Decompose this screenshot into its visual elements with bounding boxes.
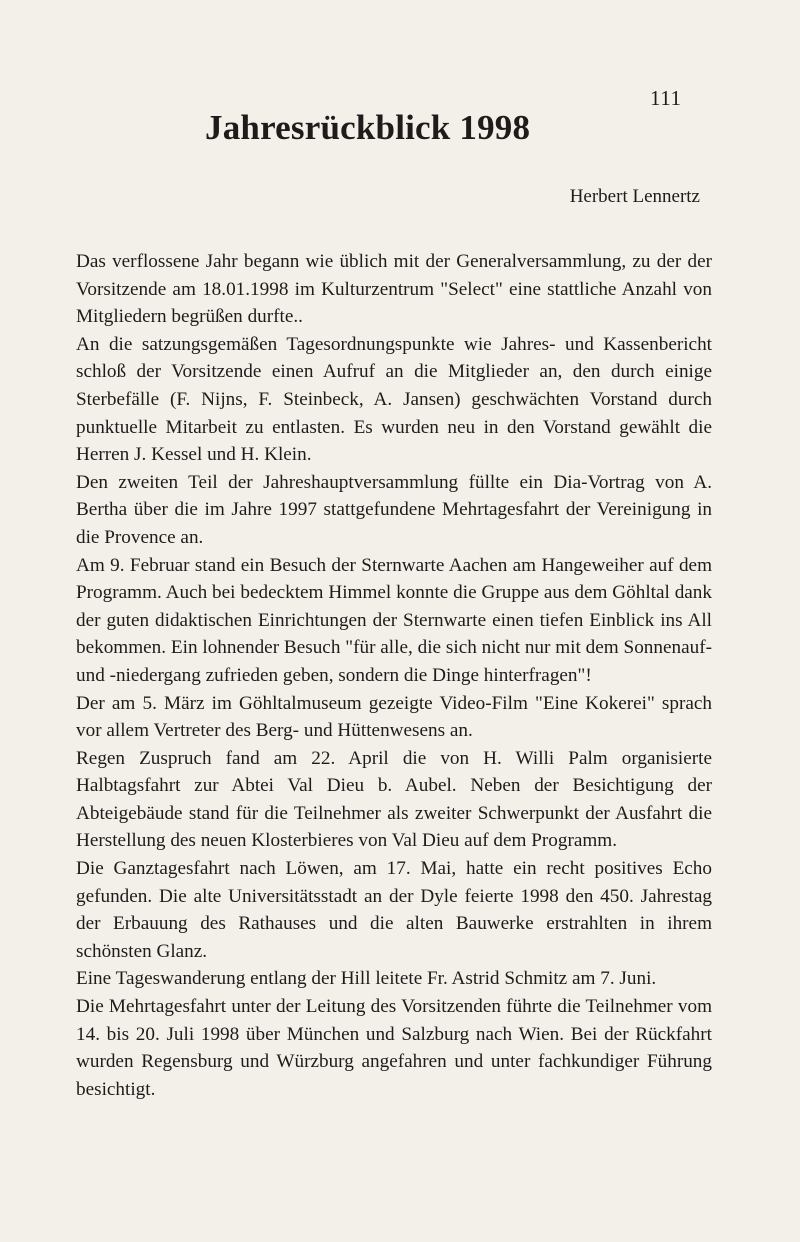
author-name: Herbert Lennertz bbox=[569, 186, 700, 207]
paragraph: Eine Tageswanderung entlang der Hill leitete Fr. Astrid Schmitz am 7. Juni. bbox=[76, 968, 657, 990]
paragraph: Der am 5. März im Göhltalmuseum gezeigte Video-Film "Eine Kokerei" sprach vor allem Vertreter des Berg- und Hüttenwesens an. bbox=[76, 692, 712, 742]
page-number: 111 bbox=[650, 86, 682, 110]
paragraph: Den zweiten Teil der Jahreshauptversammlung füllte ein Dia-Vortrag von A. Bertha über die im Jahre 1997 stattgefundene Mehrtagesfahrt der Vereinigung in die Provence an. bbox=[76, 471, 712, 548]
paragraph: Das verflossene Jahr begann wie üblich mit der Generalversammlung, zu der der Vorsitzende am 18.01.1998 im Kulturzentrum "Select" eine stattliche Anzahl von Mitgliedern begrüßen durfte.. bbox=[76, 251, 712, 328]
article-body bbox=[76, 248, 712, 1103]
paragraph: Regen Zuspruch fand am 22. April die von H. Willi Palm organisierte Halbtagsfahrt zur Abtei Val Dieu b. Aubel. Neben der Besichtigung der Abteigebäude stand für die Teilnehmer als zweiter Schwerpunkt der Ausfahrt die Herstellung des neuen Klosterbieres von Val Dieu auf dem Programm. bbox=[76, 747, 712, 852]
page-title: Jahresrückblick 1998 bbox=[205, 108, 531, 147]
paragraph: Die Mehrtagesfahrt unter der Leitung des Vorsitzenden führte die Teilnehmer vom 14. bis 20. Juli 1998 über München und Salzburg nach Wien. Bei der Rückfahrt wurden Regensburg und Würzburg angefahren und unter fachkundiger Führung besichtigt. bbox=[76, 996, 712, 1100]
paragraph: Am 9. Februar stand ein Besuch der Sternwarte Aachen am Hangeweiher auf dem Programm. Auch bei bedecktem Himmel konnte die Gruppe aus dem Göhltal dank der guten didaktischen Einrichtungen der Sternwarte einen tiefen Einblick ins All bekommen. Ein lohnender Besuch "für alle, die sich nicht nur mit dem Sonnenauf- und -niedergang zufrieden geben, sondern die Dinge hinterfragen"! bbox=[76, 554, 712, 686]
paragraph: Die Ganztagesfahrt nach Löwen, am 17. Mai, hatte ein recht positives Echo gefunden. Die alte Universitätsstadt an der Dyle feierte 1998 den 450. Jahrestag der Erbauung des Rathauses und die alten Bauwerke erstrahlten in ihrem schönsten Glanz. bbox=[76, 858, 712, 962]
paragraph: An die satzungsgemäßen Tagesordnungspunkte wie Jahres- und Kassenbericht schloß der Vorsitzende einen Aufruf an die Mitglieder an, den durch einige Sterbefälle (F. Nijns, F. Steinbeck, A. Jansen) geschwächten Vorstand durch punktuelle Mitarbeit zu entlasten. Es wurden neu in den Vorstand gewählt die Herren J. Kessel und H. Klein. bbox=[76, 333, 712, 466]
